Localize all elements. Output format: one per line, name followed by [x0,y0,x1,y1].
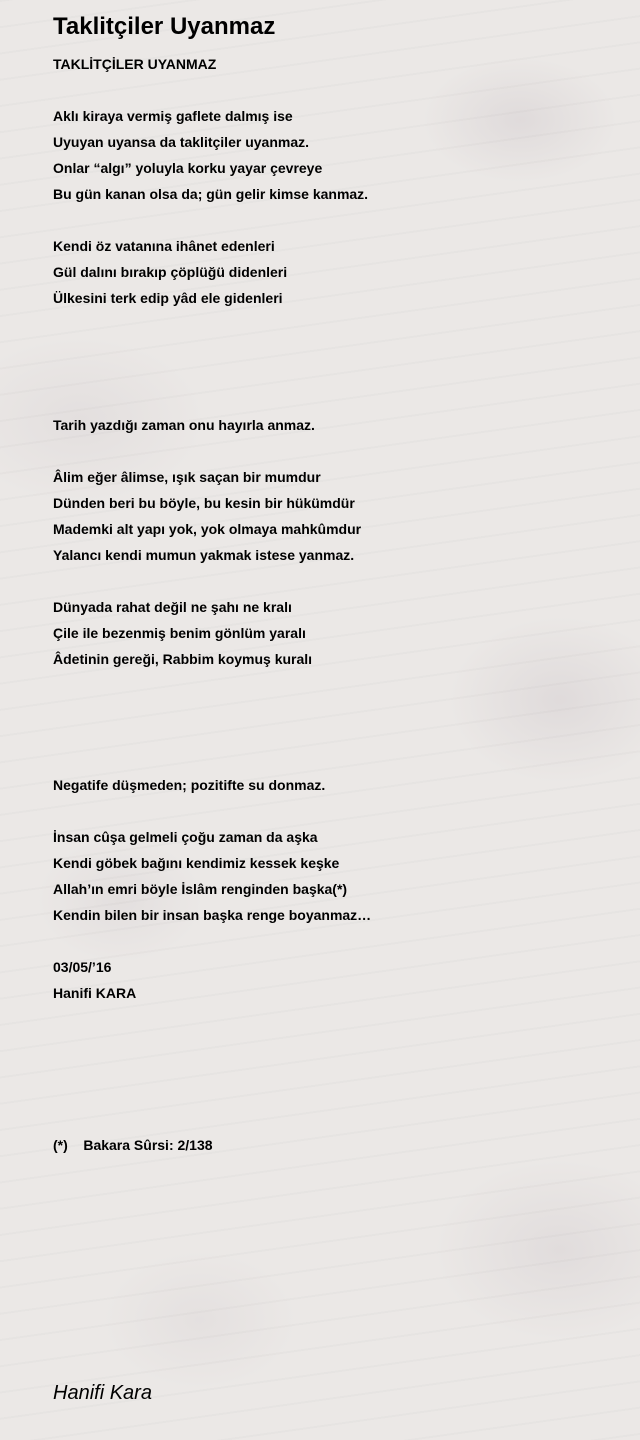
poem-line: Uyuyan uyansa da taklitçiler uyanmaz. [53,134,309,150]
poem-line: İnsan cûşa gelmeli çoğu zaman da aşka [53,829,318,845]
poem-line: Aklı kiraya vermiş gaflete dalmış ise [53,108,293,124]
poem-line: Gül dalını bırakıp çöplüğü didenleri [53,264,288,280]
poem-line: Allah’ın emri böyle İslâm renginden başka(*) [53,881,348,897]
poem-line: Dünyada rahat değil ne şahı ne kralı [53,599,292,615]
poem-author: Hanifi KARA [53,985,137,1001]
poem-line: Yalancı kendi mumun yakmak istese yanmaz. [53,547,355,563]
poem-line: Çile ile bezenmiş benim gönlüm yaralı [53,625,306,641]
poem-line: Kendi göbek bağını kendimiz kessek keşke [53,855,340,871]
poem-line: Âdetinin gereği, Rabbim koymuş kuralı [53,651,313,667]
poem-line: Âlim eğer âlimse, ışık saçan bir mumdur [53,469,321,485]
poem-line: Onlar “algı” yoluyla korku yayar çevreye [53,160,323,176]
poem-line: Bu gün kanan olsa da; gün gelir kimse kanmaz. [53,186,369,202]
poem-title: Taklitçiler Uyanmaz [53,13,276,40]
footnote: (*) Bakara Sûrsi: 2/138 [53,1137,213,1153]
signature: Hanifi Kara [53,1382,152,1404]
poem-subtitle: TAKLİTÇİLER UYANMAZ [53,56,217,72]
poem-line: Dünden beri bu böyle, bu kesin bir hükümdür [53,495,355,511]
poem-line: Mademki alt yapı yok, yok olmaya mahkûmdur [53,521,362,537]
poem-line: Kendi öz vatanına ihânet edenleri [53,238,275,254]
poem-line: Negatife düşmeden; pozitifte su donmaz. [53,777,326,793]
poem-date: 03/05/’16 [53,959,112,975]
poem-line: Tarih yazdığı zaman onu hayırla anmaz. [53,417,315,433]
poem-line: Ülkesini terk edip yâd ele gidenleri [53,290,283,306]
poem-line: Kendin bilen bir insan başka renge boyanmaz… [53,907,372,923]
